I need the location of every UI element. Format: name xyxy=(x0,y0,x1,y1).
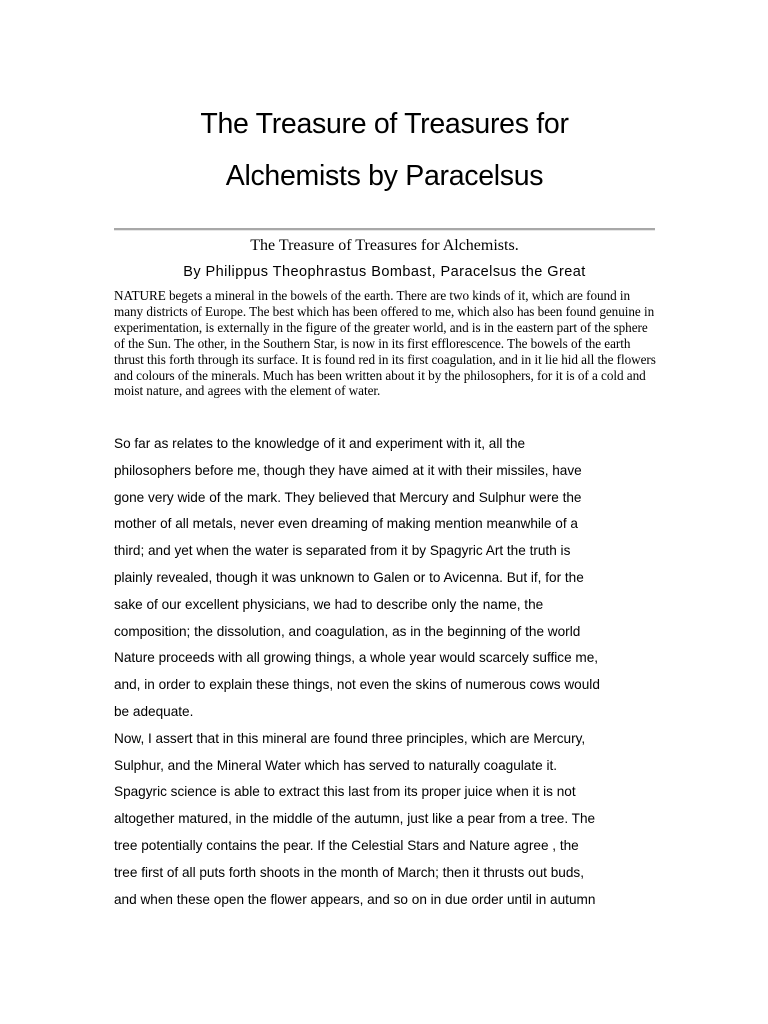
text-line: Now, I assert that in this mineral are found three principles, which are Mercury, xyxy=(114,730,586,746)
paragraph-knowledge xyxy=(114,431,659,726)
text-line: Sulphur, and the Mineral Water which has served to naturally coagulate it. xyxy=(114,757,558,773)
text-line: composition; the dissolution, and coagulation, as in the beginning of the world xyxy=(114,623,581,639)
text-line: tree potentially contains the pear. If the Celestial Stars and Nature agree , the xyxy=(114,837,579,853)
intro-paragraph: NATURE begets a mineral in the bowels of the earth. There are two kinds of it, which are found in many districts of Europe. The best which has been offered to me, which also has been found genuine in experimentation, is externally in the figure of the greater world, and is in the eastern part of the sphere of the Sun. The other, in the Southern Star, is now in its first efflorescence. The bowels of the earth thrust this forth through its surface. It is found red in its first coagulation, and in it lie hid all the flowers and colours of the minerals. Much has been written about it by the philosophers, for it is of a cold and moist nature, and agrees with the element of water. xyxy=(114,288,656,399)
text-line: sake of our excellent physicians, we had to describe only the name, the xyxy=(114,596,544,612)
text-line: third; and yet when the water is separated from it by Spagyric Art the truth is xyxy=(114,543,571,559)
text-line: tree first of all puts forth shoots in the month of March; then it thrusts out buds, xyxy=(114,864,584,880)
text-line: altogether matured, in the middle of the autumn, just like a pear from a tree. The xyxy=(114,811,596,827)
text-line: and when these open the flower appears, and so on in due order until in autumn xyxy=(114,891,596,907)
document-subtitle: The Treasure of Treasures for Alchemists. xyxy=(250,237,519,254)
author-byline: By Philippus Theophrastus Bombast, Paracelsus the Great xyxy=(183,264,586,280)
text-line: Nature proceeds with all growing things, a whole year would scarcely suffice me, xyxy=(114,650,599,666)
text-line: Spagyric science is able to extract this last from its proper juice when it is not xyxy=(114,784,576,800)
horizontal-divider xyxy=(114,228,655,231)
text-line: and, in order to explain these things, not even the skins of numerous cows would xyxy=(114,677,600,693)
text-line: be adequate. xyxy=(114,703,194,719)
paragraph-three-principles xyxy=(114,726,659,914)
text-line: mother of all metals, never even dreaming of making mention meanwhile of a xyxy=(114,516,578,532)
text-line: gone very wide of the mark. They believed that Mercury and Sulphur were the xyxy=(114,489,582,505)
text-line: So far as relates to the knowledge of it and experiment with it, all the xyxy=(114,436,526,451)
text-line: plainly revealed, though it was unknown to Galen or to Avicenna. But if, for the xyxy=(114,569,584,585)
text-line: philosophers before me, though they have aimed at it with their missiles, have xyxy=(114,462,582,478)
body-text xyxy=(114,431,659,913)
document-title-line-2: Alchemists by Paracelsus xyxy=(225,160,544,192)
document-title-line-1: The Treasure of Treasures for xyxy=(200,108,569,140)
